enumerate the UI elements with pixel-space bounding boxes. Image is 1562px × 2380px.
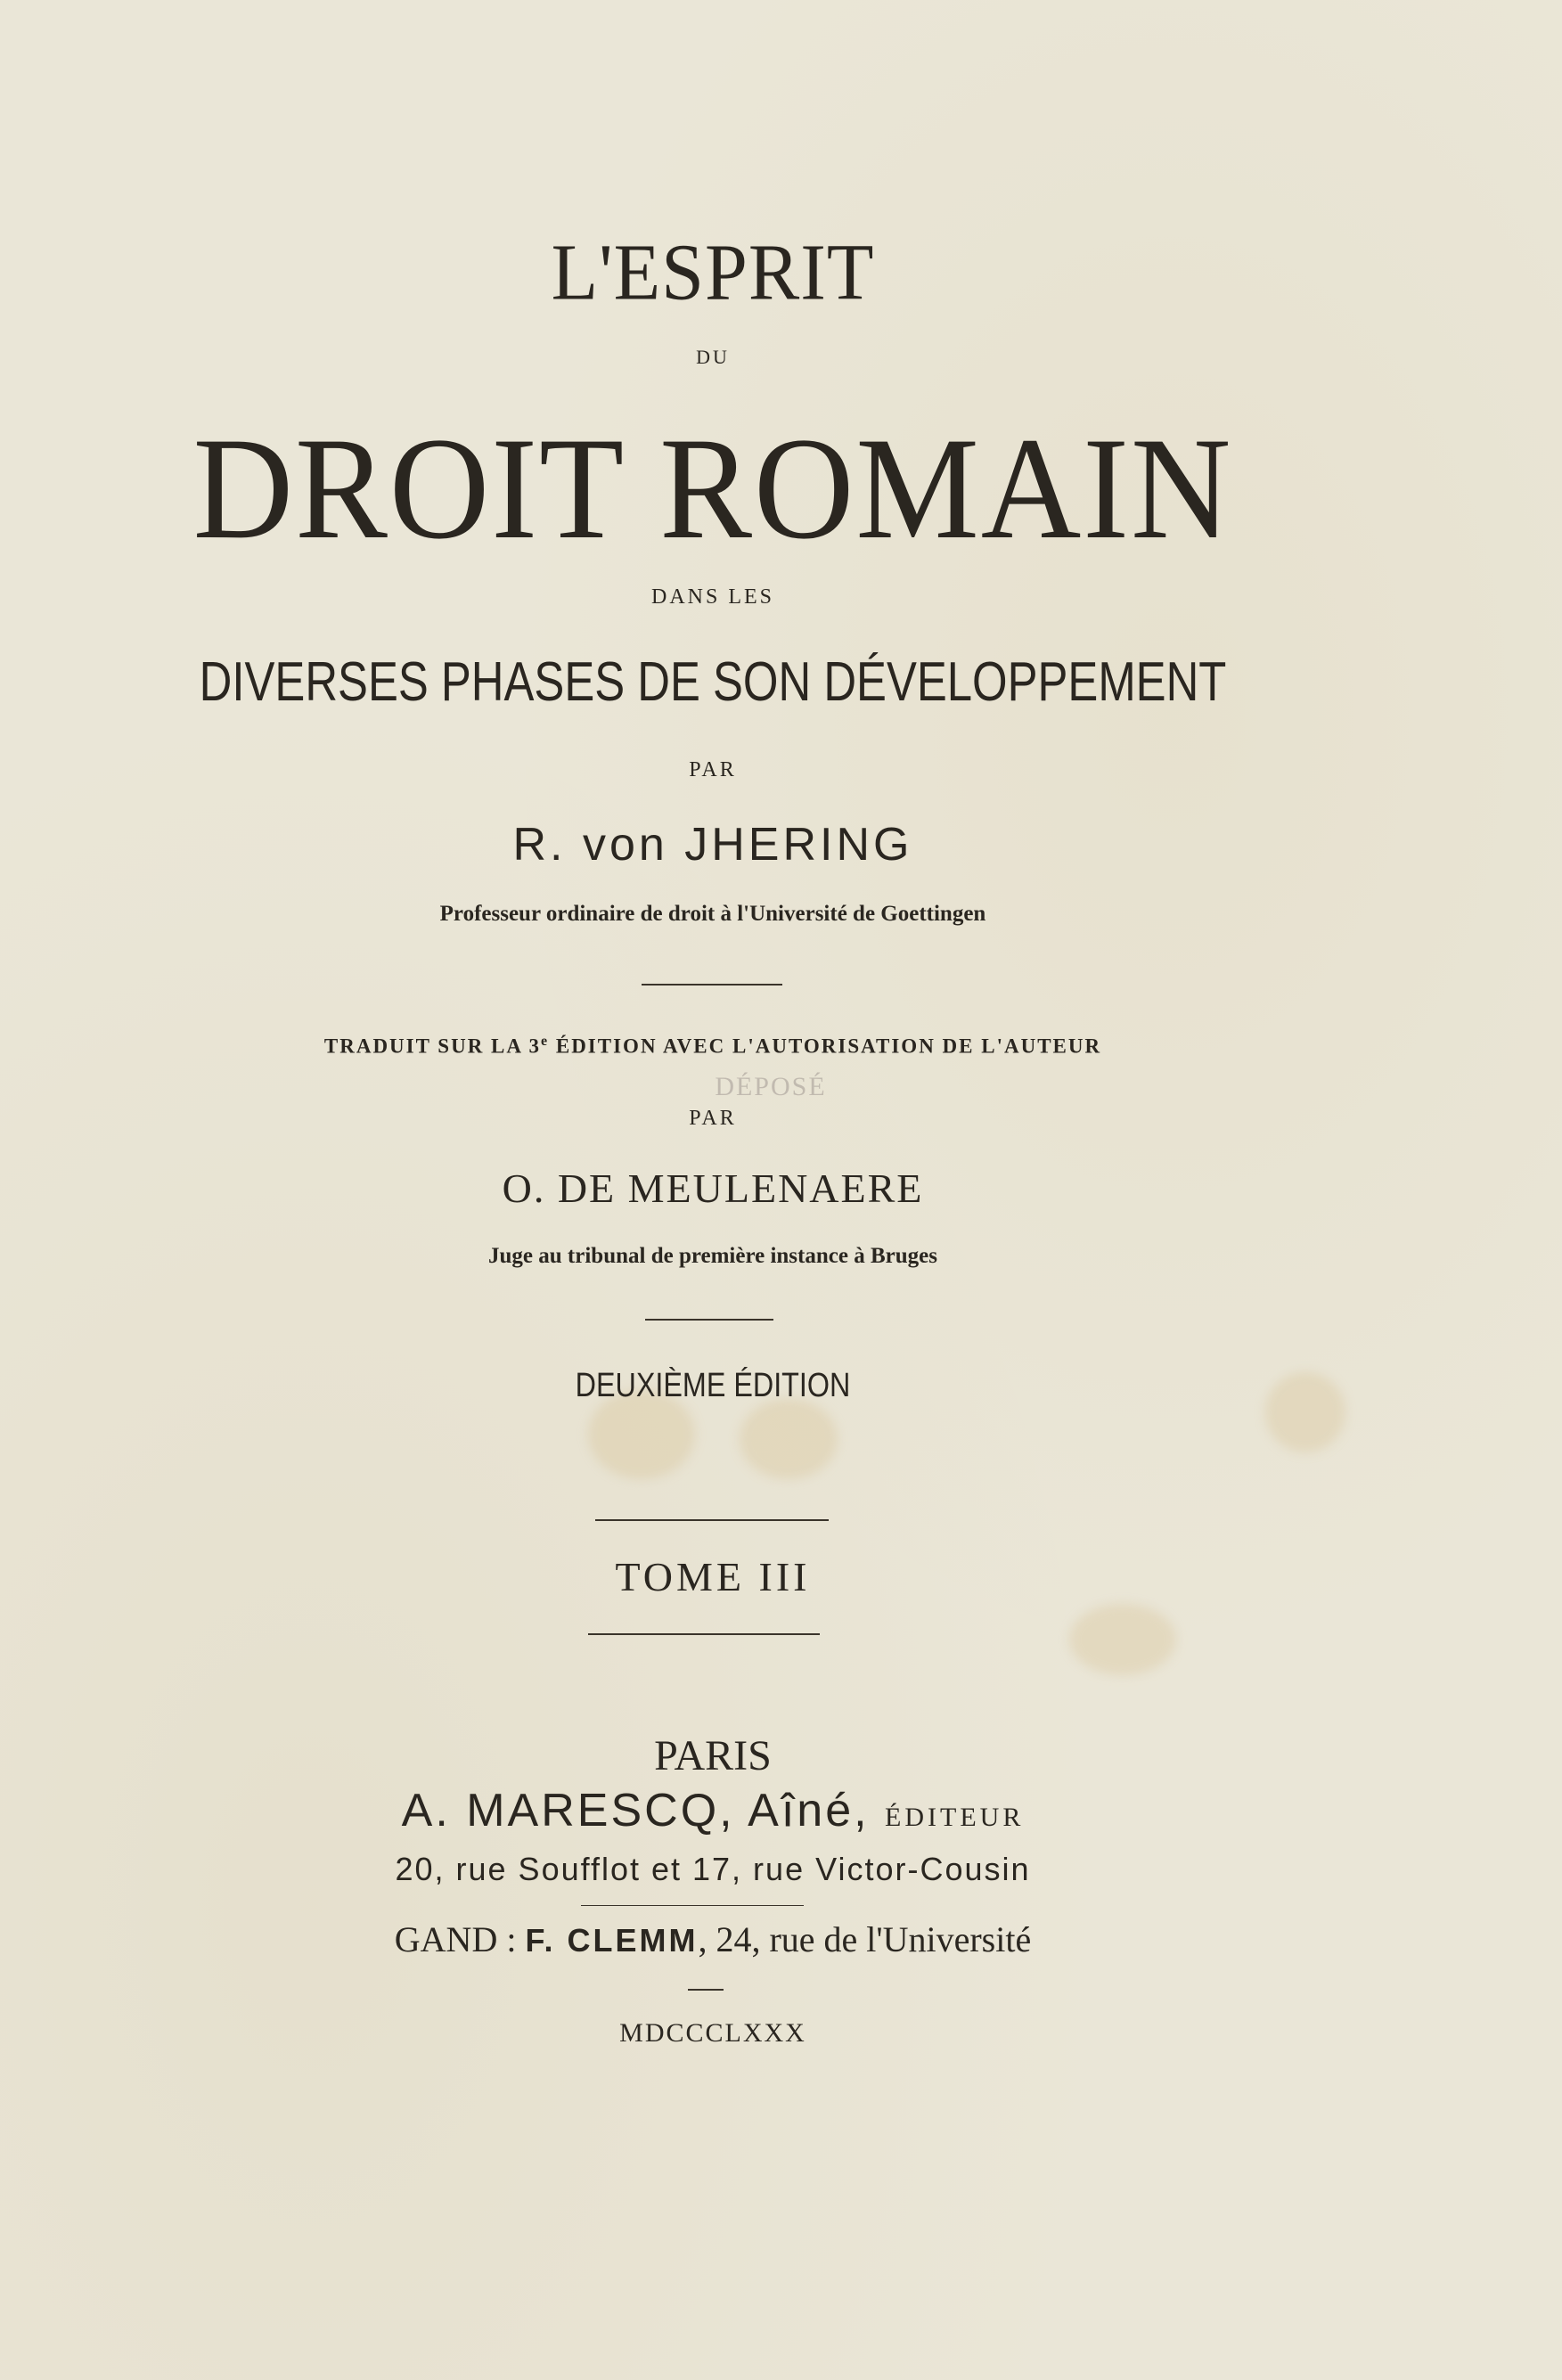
publisher-address: 20, rue Soufflot et 17, rue Victor-Cousin [395, 1851, 1031, 1887]
tome: TOME III [615, 1554, 811, 1599]
year: MDCCCLXXX [619, 2018, 806, 2048]
translation-note-start: TRADUIT SUR LA 3 [323, 1035, 541, 1058]
gand-line [395, 1918, 1031, 1960]
foxing-stain [1069, 1604, 1176, 1675]
translation-note-superscript: e [541, 1034, 550, 1049]
gand-label: GAND : [394, 1919, 517, 1959]
gand-publisher: F. CLEMM [525, 1922, 699, 1959]
faint-stamp: DÉPOSÉ [715, 1072, 827, 1101]
main-title: DROIT ROMAIN [192, 408, 1233, 569]
divider [581, 1905, 804, 1906]
city: PARIS [654, 1732, 772, 1779]
par-label-2: PAR [689, 1107, 737, 1130]
divider [595, 1519, 829, 1521]
foxing-stain [1265, 1372, 1345, 1452]
publisher [402, 1784, 1025, 1837]
title-dans-les: DANS LES [650, 585, 775, 609]
title-line-1: L'ESPRIT [551, 226, 875, 317]
gand-address: , 24, rue de l'Université [698, 1919, 1032, 1959]
edition: DEUXIÈME ÉDITION [575, 1367, 851, 1404]
par-label-1: PAR [689, 758, 737, 781]
translation-note-end: ÉDITION AVEC L'AUTORISATION DE L'AUTEUR [549, 1035, 1102, 1058]
subtitle: DIVERSES PHASES DE SON DÉVELOPPEMENT [199, 651, 1227, 713]
publisher-role: ÉDITEUR [885, 1803, 1025, 1832]
translation-note [324, 1034, 1101, 1059]
translator-role: Juge au tribunal de première instance à Bruges [488, 1244, 937, 1268]
author-role: Professeur ordinaire de droit à l'Université de Goettingen [439, 902, 986, 926]
divider [642, 984, 782, 986]
author-name: R. von JHERING [512, 819, 913, 871]
divider [645, 1319, 773, 1321]
divider [588, 1633, 820, 1635]
divider [688, 1989, 724, 1991]
publisher-name: A. MARESCQ, Aîné, [401, 1785, 870, 1836]
title-du: DU [696, 346, 730, 368]
translator-name: O. DE MEULENAERE [502, 1165, 924, 1211]
foxing-stain [740, 1399, 838, 1479]
